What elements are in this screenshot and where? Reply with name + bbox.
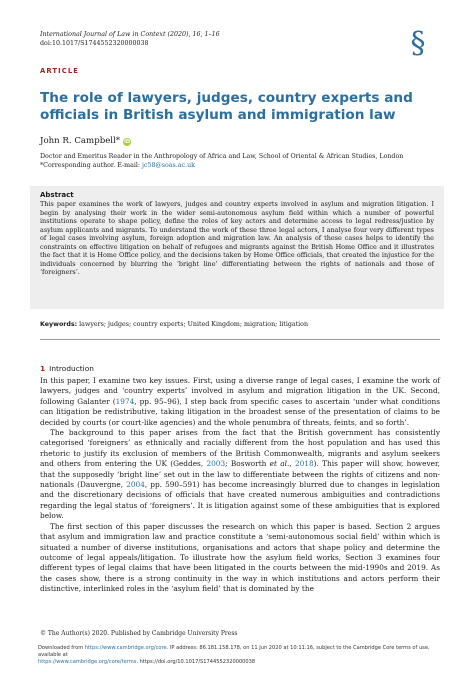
text-run: , pp. 95–96), I step back from specific cases to ascertain ‘under what conditions can litigation be redistributive, taking litigation in the broadest sense of the presentation of claims to be decided by courts (or court-like agencies) and the whole penumbra of threats, feints, and so forth’. bbox=[40, 396, 440, 427]
terms-link[interactable]: https://www.cambridge.org/core/terms bbox=[38, 659, 137, 665]
citation-link[interactable]: 2018 bbox=[294, 459, 314, 469]
author-name: John R. Campbell* bbox=[40, 136, 121, 146]
cambridge-core-link[interactable]: https://www.cambridge.org/core bbox=[84, 645, 167, 651]
paragraph-1 bbox=[40, 376, 440, 428]
article-type-label: ARTICLE bbox=[40, 67, 80, 75]
divider bbox=[40, 339, 440, 340]
citation-link[interactable]: 2004 bbox=[126, 480, 145, 490]
keywords bbox=[40, 321, 440, 330]
paragraph-3: The first section of this paper discusses the research on which this paper is based. Section 2 argues that asylum and immigration law and practice constitute a ‘semi-autonomous social field’ within which is situated a number of diverse institutions, organisations and actors that shape policy and determine the outcome of legal appeals/litigation. To illustrate how the asylum field works, Section 3 examines four different types of legal claims that have been litigated in the courts between the mid-1990s and 2019. As the cases show, there is a strong continuity in the way in which institutions and actors perform their distinctive, interlinked roles in the ‘asylum field’ that is dominated by the bbox=[40, 521, 440, 594]
text-run: , bbox=[289, 459, 295, 469]
section-heading bbox=[40, 364, 94, 373]
section-number: 1 bbox=[40, 364, 46, 373]
footer-doi: . https://doi.org/10.1017/S1744552320000038 bbox=[136, 659, 256, 665]
abstract-box bbox=[30, 186, 444, 309]
journal-citation bbox=[40, 31, 400, 48]
text-run: The background to this paper arises from the fact that the British government has consistently categorised ‘foreigners’ as ethnically and racially different from the host population and has used this rhetoric to justify its exclusion of members of the British Commonwealth, migrants and asylum seekers and others from entering the UK (Geddes, bbox=[40, 428, 440, 469]
email-link[interactable]: jc58@soas.ac.uk bbox=[141, 161, 195, 169]
corresponding-author bbox=[40, 162, 440, 171]
keywords-text: lawyers; judges; country experts; United Kingdom; migration; litigation bbox=[77, 321, 309, 328]
text-run: ; Bosworth bbox=[225, 459, 270, 469]
affiliation bbox=[40, 153, 440, 170]
citation-link[interactable]: 2003 bbox=[206, 459, 226, 469]
orcid-icon[interactable]: iD bbox=[124, 138, 131, 145]
doi: doi:10.1017/S1744552320000038 bbox=[40, 39, 149, 47]
section-title: Introduction bbox=[49, 364, 94, 373]
paragraph-2 bbox=[40, 428, 440, 522]
keywords-label: Keywords: bbox=[40, 321, 78, 328]
copyright-notice: © The Author(s) 2020. Published by Cambridge University Press bbox=[40, 630, 238, 637]
affiliation-line: Doctor and Emeritus Reader in the Anthropology of Africa and Law, School of Oriental & African Studies, London bbox=[40, 153, 404, 160]
footer-text: Downloaded from bbox=[38, 645, 85, 651]
text-run: , pp. 590–591) has become increasingly blurred due to changes in legislation and the discretionary decisions of officials that have created numerous ambiguities and contradictions regarding the legal status of ‘foreigners’. It is litigation against some of these ambiguities that is explored below. bbox=[40, 480, 441, 521]
abstract-heading: Abstract bbox=[40, 191, 74, 199]
corresponding-label: *Corresponding author. E-mail: bbox=[40, 161, 142, 169]
download-footer bbox=[38, 645, 438, 666]
et-al: et al. bbox=[269, 459, 290, 469]
journal-name: International Journal of Law in Context (2020), 16, 1–16 bbox=[40, 31, 220, 38]
text-run: In this paper, I examine two key issues. First, using a diverse range of legal cases, I examine the work of lawyers, judges and ‘country experts’ involved in asylum and migration litigation in the UK. Second, following Galanter ( bbox=[40, 376, 440, 406]
citation-link[interactable]: 1974 bbox=[115, 396, 135, 406]
author-line bbox=[40, 136, 131, 147]
abstract-text: This paper examines the work of lawyers, judges and country experts involved in asylum and migration litigation. I begin by analysing their work in the wider semi-autonomous asylum field within which a number of powerful institutions operate to shape policy, define the roles of key actors and determine access to legal redress/justice by asylum applicants and migrants. To understand the work of these three legal actors, I analyse four very different types of legal cases involving asylum, foreign adoption and migration law. An analysis of these cases helps to identify the constraints on effective litigation on behalf of refugees and migrants against the British Home Office and it illustrates the fact that it is Home Office policy, and the decisions taken by Home Office officials, that created the injustice for the individuals concerned by blurring the ‘bright line’ differentiating between the rights of nationals and those of ‘foreigners’. bbox=[40, 200, 434, 277]
footer-text: . IP address: 86.181.158.178, on 11 Jun 2020 at 10:11:16, subject to the Cambridge Core terms of use, available at bbox=[38, 645, 430, 658]
body-text bbox=[40, 376, 440, 595]
text-run: ). This paper will show, however, that the supposedly ‘bright line’ set out in the law to differentiate between the rights of citizens and non-nationals (Dauvergne, bbox=[40, 459, 440, 490]
section-sign-icon: § bbox=[410, 26, 426, 61]
article-title: The role of lawyers, judges, country experts and officials in British asylum and immigration law bbox=[40, 90, 413, 123]
